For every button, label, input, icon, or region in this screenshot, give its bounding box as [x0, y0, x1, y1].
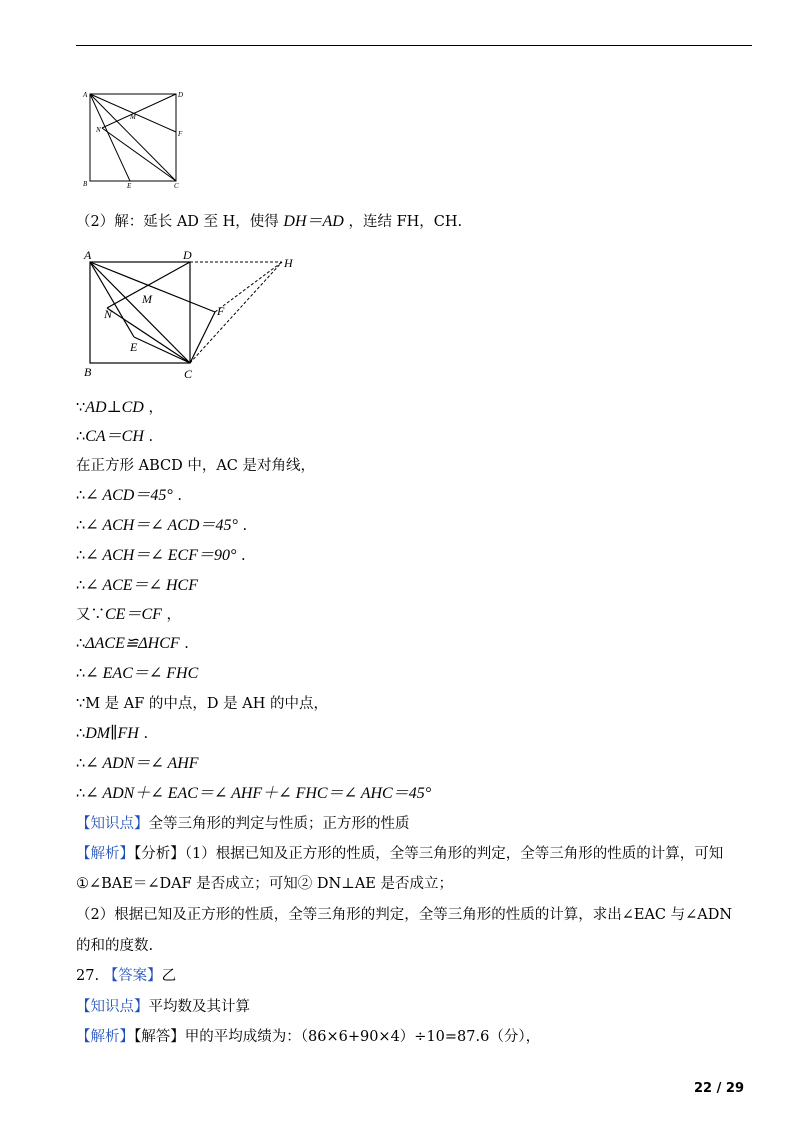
question-27-knowledge: 【知识点】平均数及其计算: [76, 999, 250, 1015]
analysis-line-1: 【解析】【分析】（1）根据已知及正方形的性质，全等三角形的判定，全等三角形的性质的计算，可知: [76, 846, 724, 862]
fig2-label-c: C: [184, 367, 193, 381]
question-27-answer: 27. 【答案】乙: [76, 968, 177, 984]
text-line-13: ∴DM∥FH .: [76, 725, 149, 742]
analysis-line-3: （2）根据已知及正方形的性质，全等三角形的判定，全等三角形的性质的计算，求出∠EAC 与∠ADN: [76, 907, 733, 923]
fig2-label-f: F: [217, 304, 225, 318]
text-line-4: 在正方形 ABCD 中，AC 是对角线，: [76, 458, 316, 474]
fig2-label-b: B: [84, 365, 92, 379]
text-line-7: ∴∠ ACH＝∠ ECF＝90° .: [76, 547, 246, 564]
text-line-12: ∵M 是 AF 的中点，D 是 AH 的中点，: [76, 696, 329, 712]
fig1-label-e: E: [127, 182, 132, 190]
fig1-label-f: F: [178, 130, 183, 138]
text-line-6: ∴∠ ACH＝∠ ACD＝45° .: [76, 517, 248, 534]
text-line-1: （2）解：延长 AD 至 H，使得 DH＝AD ，连结 FH，CH.: [76, 213, 463, 230]
question-27-analysis: 【解析】【解答】甲的平均成绩为：（86×6+90×4）÷10=87.6（分），: [76, 1029, 541, 1045]
fig1-label-d: D: [178, 91, 184, 99]
fig2-label-e: E: [130, 340, 138, 354]
header-rule: [76, 45, 752, 46]
fig2-label-m: M: [142, 292, 152, 306]
fig2-label-h: H: [284, 256, 293, 270]
square-figure-2: [82, 248, 302, 380]
text-line-11: ∴∠ EAC＝∠ FHC: [76, 665, 199, 682]
analysis-line-2: ①∠BAE＝∠DAF 是否成立；可知② DN⊥AE 是否成立；: [76, 876, 453, 892]
fig1-label-b: B: [83, 180, 88, 188]
fig2-label-n: N: [104, 307, 113, 321]
square-figure-1: [82, 88, 192, 190]
text-line-15: ∴∠ ADN＋∠ EAC＝∠ AHF＋∠ FHC＝∠ AHC＝45°: [76, 785, 432, 802]
fig1-label-a: A: [83, 91, 88, 99]
fig1-label-m: M: [130, 113, 136, 121]
text-line-14: ∴∠ ADN＝∠ AHF: [76, 755, 199, 772]
fig1-label-n: N: [96, 126, 101, 134]
fig1-label-c: C: [174, 182, 179, 190]
text-line-9: 又∵CE＝CF ，: [76, 606, 182, 623]
text-line-5: ∴∠ ACD＝45° .: [76, 487, 182, 504]
fig2-label-d: D: [183, 248, 192, 262]
knowledge-point-line: 【知识点】全等三角形的判定与性质；正方形的性质: [76, 816, 410, 832]
analysis-line-4: 的和的度数.: [76, 938, 154, 954]
text-line-2: ∵AD⊥CD ，: [76, 399, 163, 416]
text-line-10: ∴ΔACE≌ΔHCF .: [76, 635, 189, 652]
page-number: 22 / 29: [694, 1081, 744, 1096]
text-line-3: ∴CA＝CH .: [76, 428, 154, 445]
text-line-8: ∴∠ ACE＝∠ HCF: [76, 577, 198, 594]
fig2-label-a: A: [84, 248, 92, 262]
